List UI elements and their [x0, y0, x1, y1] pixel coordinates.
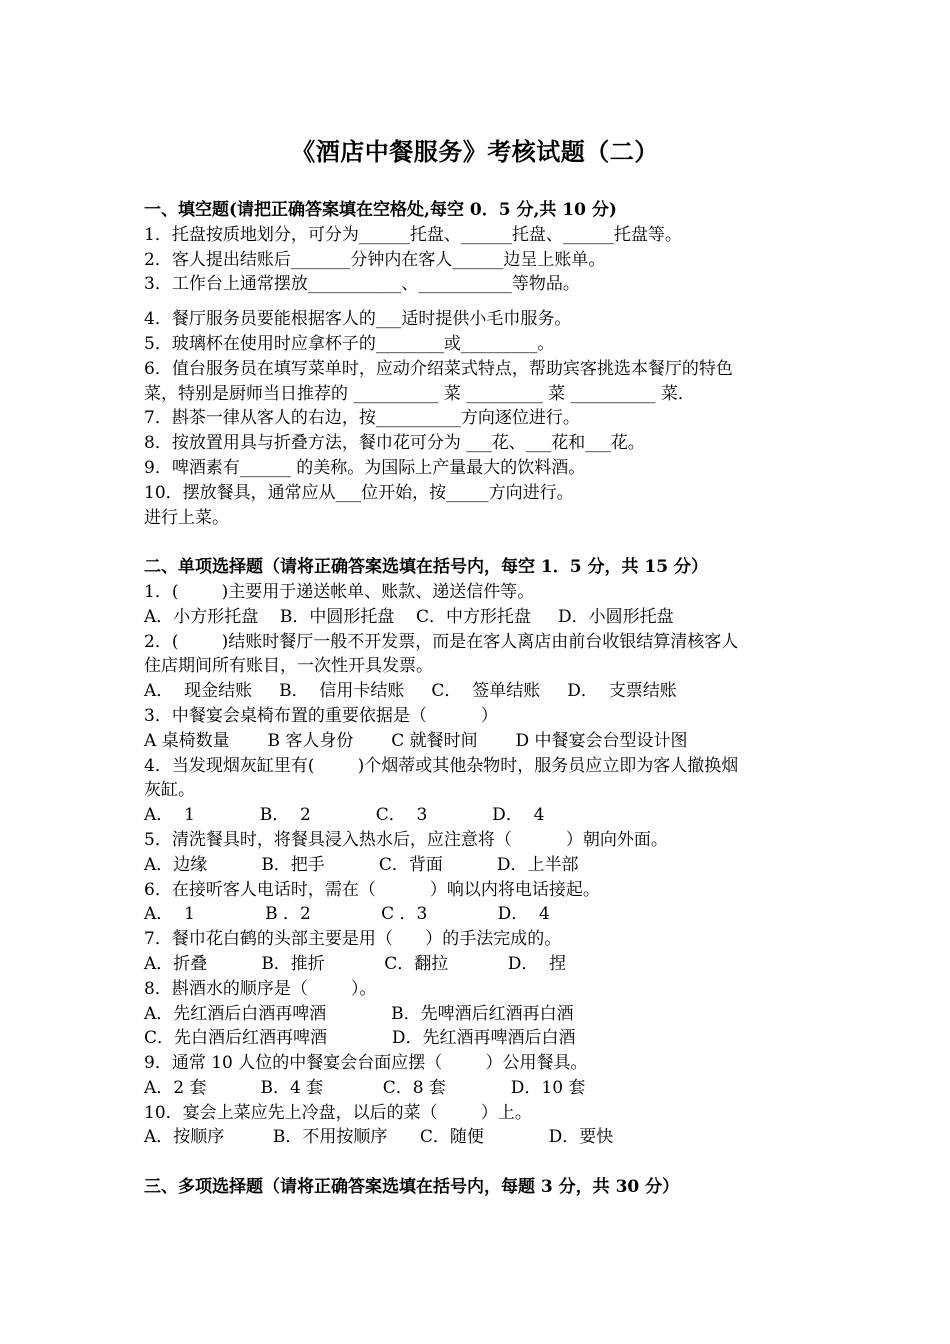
s1-question-6-line1: 6．值台服务员在填写菜单时，应动介绍菜式特点，帮助宾客挑选本餐厅的特色 — [144, 358, 733, 379]
s1-question-10: 10．摆放餐具，通常应从___位开始，按_____方向进行。 — [144, 482, 574, 503]
s2-question-6-options: A． 1 B ．2 C ．3 D． 4 — [144, 904, 550, 925]
page-title: 《酒店中餐服务》考核试题（二） — [291, 137, 659, 166]
section2-header: 二、单项选择题（请将正确答案选填在括号内，每空 1．5 分，共 15 分） — [144, 557, 708, 578]
s1-question-4: 4．餐厅服务员要能根据客人的___适时提供小毛巾服务。 — [144, 309, 572, 330]
s2-question-7: 7．餐巾花白鹤的头部主要是用（ ）的手法完成的。 — [144, 929, 562, 950]
s1-question-10-extra: 进行上菜。 — [144, 507, 229, 528]
s2-question-4-line1: 4．当发现烟灰缸里有( )个烟蒂或其他杂物时，服务员应立即为客人撤换烟 — [144, 755, 739, 776]
s2-question-5: 5．清洗餐具时，将餐具浸入热水后，应注意将（ ）朝向外面。 — [144, 829, 668, 850]
s1-question-6-line2: 菜，特别是厨师当日推荐的 __________ 菜 _________ 菜 __________ 菜． — [144, 383, 695, 404]
section3-header: 三、多项选择题（请将正确答案选填在括号内，每题 3 分，共 30 分） — [144, 1177, 680, 1198]
s2-question-2-line2: 住店期间所有账目，一次性开具发票。 — [144, 656, 433, 677]
s2-question-3: 3．中餐宴会桌椅布置的重要依据是（ ） — [144, 705, 498, 726]
s2-question-10: 10．宴会上菜应先上冷盘，以后的菜（ ）上。 — [144, 1102, 532, 1123]
s2-question-8: 8．斟酒水的顺序是（ ）。 — [144, 978, 377, 999]
s2-question-8-options-2: C．先白酒后红酒再啤酒 D．先红酒再啤酒后白酒 — [144, 1028, 576, 1049]
s2-question-4-options: A． 1 B． 2 C． 3 D． 4 — [144, 805, 545, 826]
s1-question-2: 2．客人提出结账后_______分钟内在客人______边呈上账单。 — [144, 249, 606, 270]
s2-question-4-line2: 灰缸。 — [144, 780, 195, 801]
s2-question-2-options: A． 现金结账 B． 信用卡结账 C． 签单结账 D． 支票结账 — [144, 681, 677, 702]
s2-question-8-options-1: A．先红酒后白酒再啤酒 B．先啤酒后红酒再白酒 — [144, 1003, 574, 1024]
s1-question-3: 3．工作台上通常摆放___________、___________等物品。 — [144, 274, 580, 295]
s1-question-8: 8．按放置用具与折叠方法，餐巾花可分为 ___花、___花和___花。 — [144, 433, 645, 454]
s2-question-3-options: A 桌椅数量 B 客人身份 C 就餐时间 D 中餐宴会台型设计图 — [144, 730, 688, 751]
s1-question-9: 9．啤酒素有______ 的美称。为国际上产量最大的饮料酒。 — [144, 457, 586, 478]
s2-question-9-options: A．2 套 B．4 套 C．8 套 D．10 套 — [144, 1077, 586, 1098]
section1-header: 一、填空题(请把正确答案填在空格处,每空 0．5 分,共 10 分) — [144, 200, 617, 220]
s2-question-5-options: A．边缘 B．把手 C．背面 D．上半部 — [144, 854, 579, 875]
s2-question-1-options: A．小方形托盘 B．中圆形托盘 C．中方形托盘 D．小圆形托盘 — [144, 606, 674, 627]
exam-content — [144, 198, 814, 1200]
s2-question-9: 9．通常 10 人位的中餐宴会台面应摆（ ）公用餐具。 — [144, 1053, 588, 1074]
s1-question-1: 1．托盘按质地划分，可分为______托盘、______托盘、______托盘等。 — [144, 224, 682, 245]
s1-question-5: 5．玻璃杯在使用时应拿杯子的________或_________。 — [144, 333, 555, 354]
s2-question-1: 1．( )主要用于递送帐单、账款、递送信件等。 — [144, 581, 535, 602]
s2-question-2-line1: 2．( )结账时餐厅一般不开发票，而是在客人离店由前台收银结算清核客人 — [144, 631, 739, 652]
s1-question-7: 7．斟茶一律从客人的右边，按__________方向逐位进行。 — [144, 408, 580, 429]
s2-question-10-options: A．按顺序 B．不用按顺序 C．随便 D．要快 — [144, 1127, 614, 1148]
s2-question-6: 6．在接听客人电话时，需在（ ）响以内将电话接起。 — [144, 879, 600, 900]
s2-question-7-options: A．折叠 B．推折 C．翻拉 D． 捏 — [144, 953, 567, 974]
